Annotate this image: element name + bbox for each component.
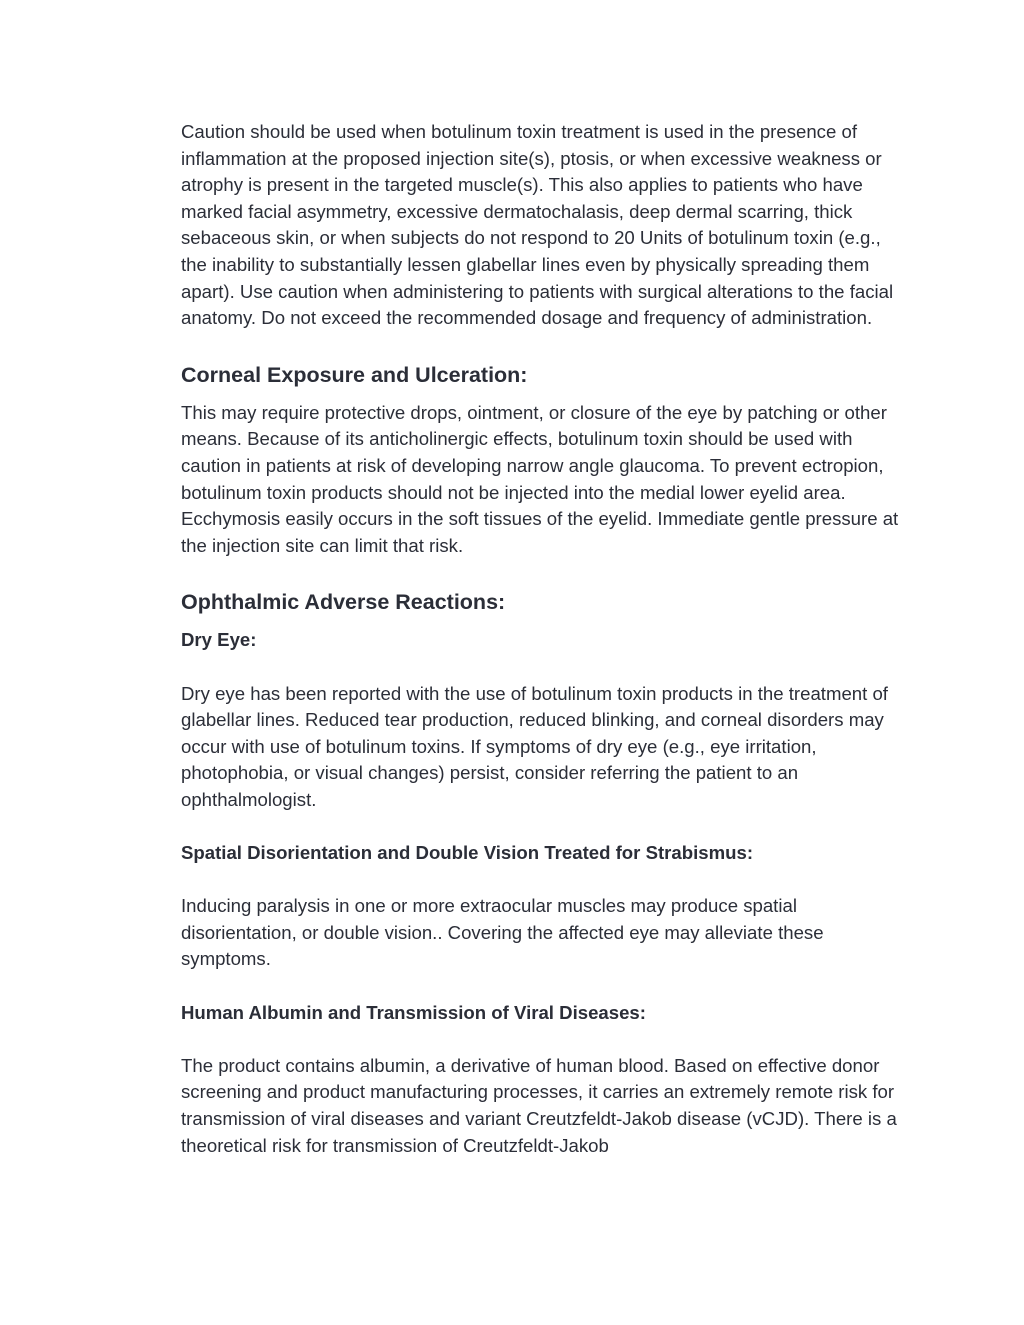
- spatial-disorientation-paragraph: Inducing paralysis in one or more extraocular muscles may produce spatial disorientation, or double vision.. Covering the affected eye may alleviate these symptoms.: [181, 895, 824, 970]
- corneal-heading: Corneal Exposure and Ulceration:: [181, 362, 528, 387]
- document-page: [181, 119, 911, 1159]
- spatial-disorientation-heading: Spatial Disorientation and Double Vision Treated for Strabismus:: [181, 842, 754, 864]
- corneal-paragraph: This may require protective drops, ointment, or closure of the eye by patching or other means. Because of its anticholinergic effects, botulinum toxin should be used with caution in patients at risk of developing narrow angle glaucoma. To prevent ectropion, botulinum toxin products should not be injected into the medial lower eyelid area. Ecchymosis easily occurs in the soft tissues of the eyelid. Immediate gentle pressure at the injection site can limit that risk.: [181, 401, 899, 556]
- dry-eye-paragraph: Dry eye has been reported with the use of botulinum toxin products in the treatment of glabellar lines. Reduced tear production, reduced blinking, and corneal disorders may occur with use of botulinum toxins. If symptoms of dry eye (e.g., eye irritation, photophobia, or visual changes) persist, consider referring the patient to an ophthalmologist.: [181, 682, 888, 810]
- human-albumin-heading: Human Albumin and Transmission of Viral Diseases:: [181, 1001, 646, 1023]
- ophthalmic-heading: Ophthalmic Adverse Reactions:: [181, 590, 506, 615]
- human-albumin-paragraph: The product contains albumin, a derivative of human blood. Based on effective donor screening and product manufacturing processes, it carries an extremely remote risk for transmission of viral diseases and variant Creutzfeldt-Jakob disease (vCJD). There is a theoretical risk for transmission of Creutzfeldt-Jakob: [181, 1054, 897, 1156]
- dry-eye-heading: Dry Eye:: [181, 629, 257, 651]
- intro-paragraph: Caution should be used when botulinum toxin treatment is used in the presence of inflammation at the proposed injection site(s), ptosis, or when excessive weakness or atrophy is present in the targeted muscle(s). This also applies to patients who have marked facial asymmetry, excessive dermatochalasis, deep dermal scarring, thick sebaceous skin, or when subjects do not respond to 20 Units of botulinum toxin (e.g., the inability to substantially lessen glabellar lines even by physically spreading them apart). Use caution when administering to patients with surgical alterations to the facial anatomy. Do not exceed the recommended dosage and frequency of administration.: [181, 121, 894, 329]
